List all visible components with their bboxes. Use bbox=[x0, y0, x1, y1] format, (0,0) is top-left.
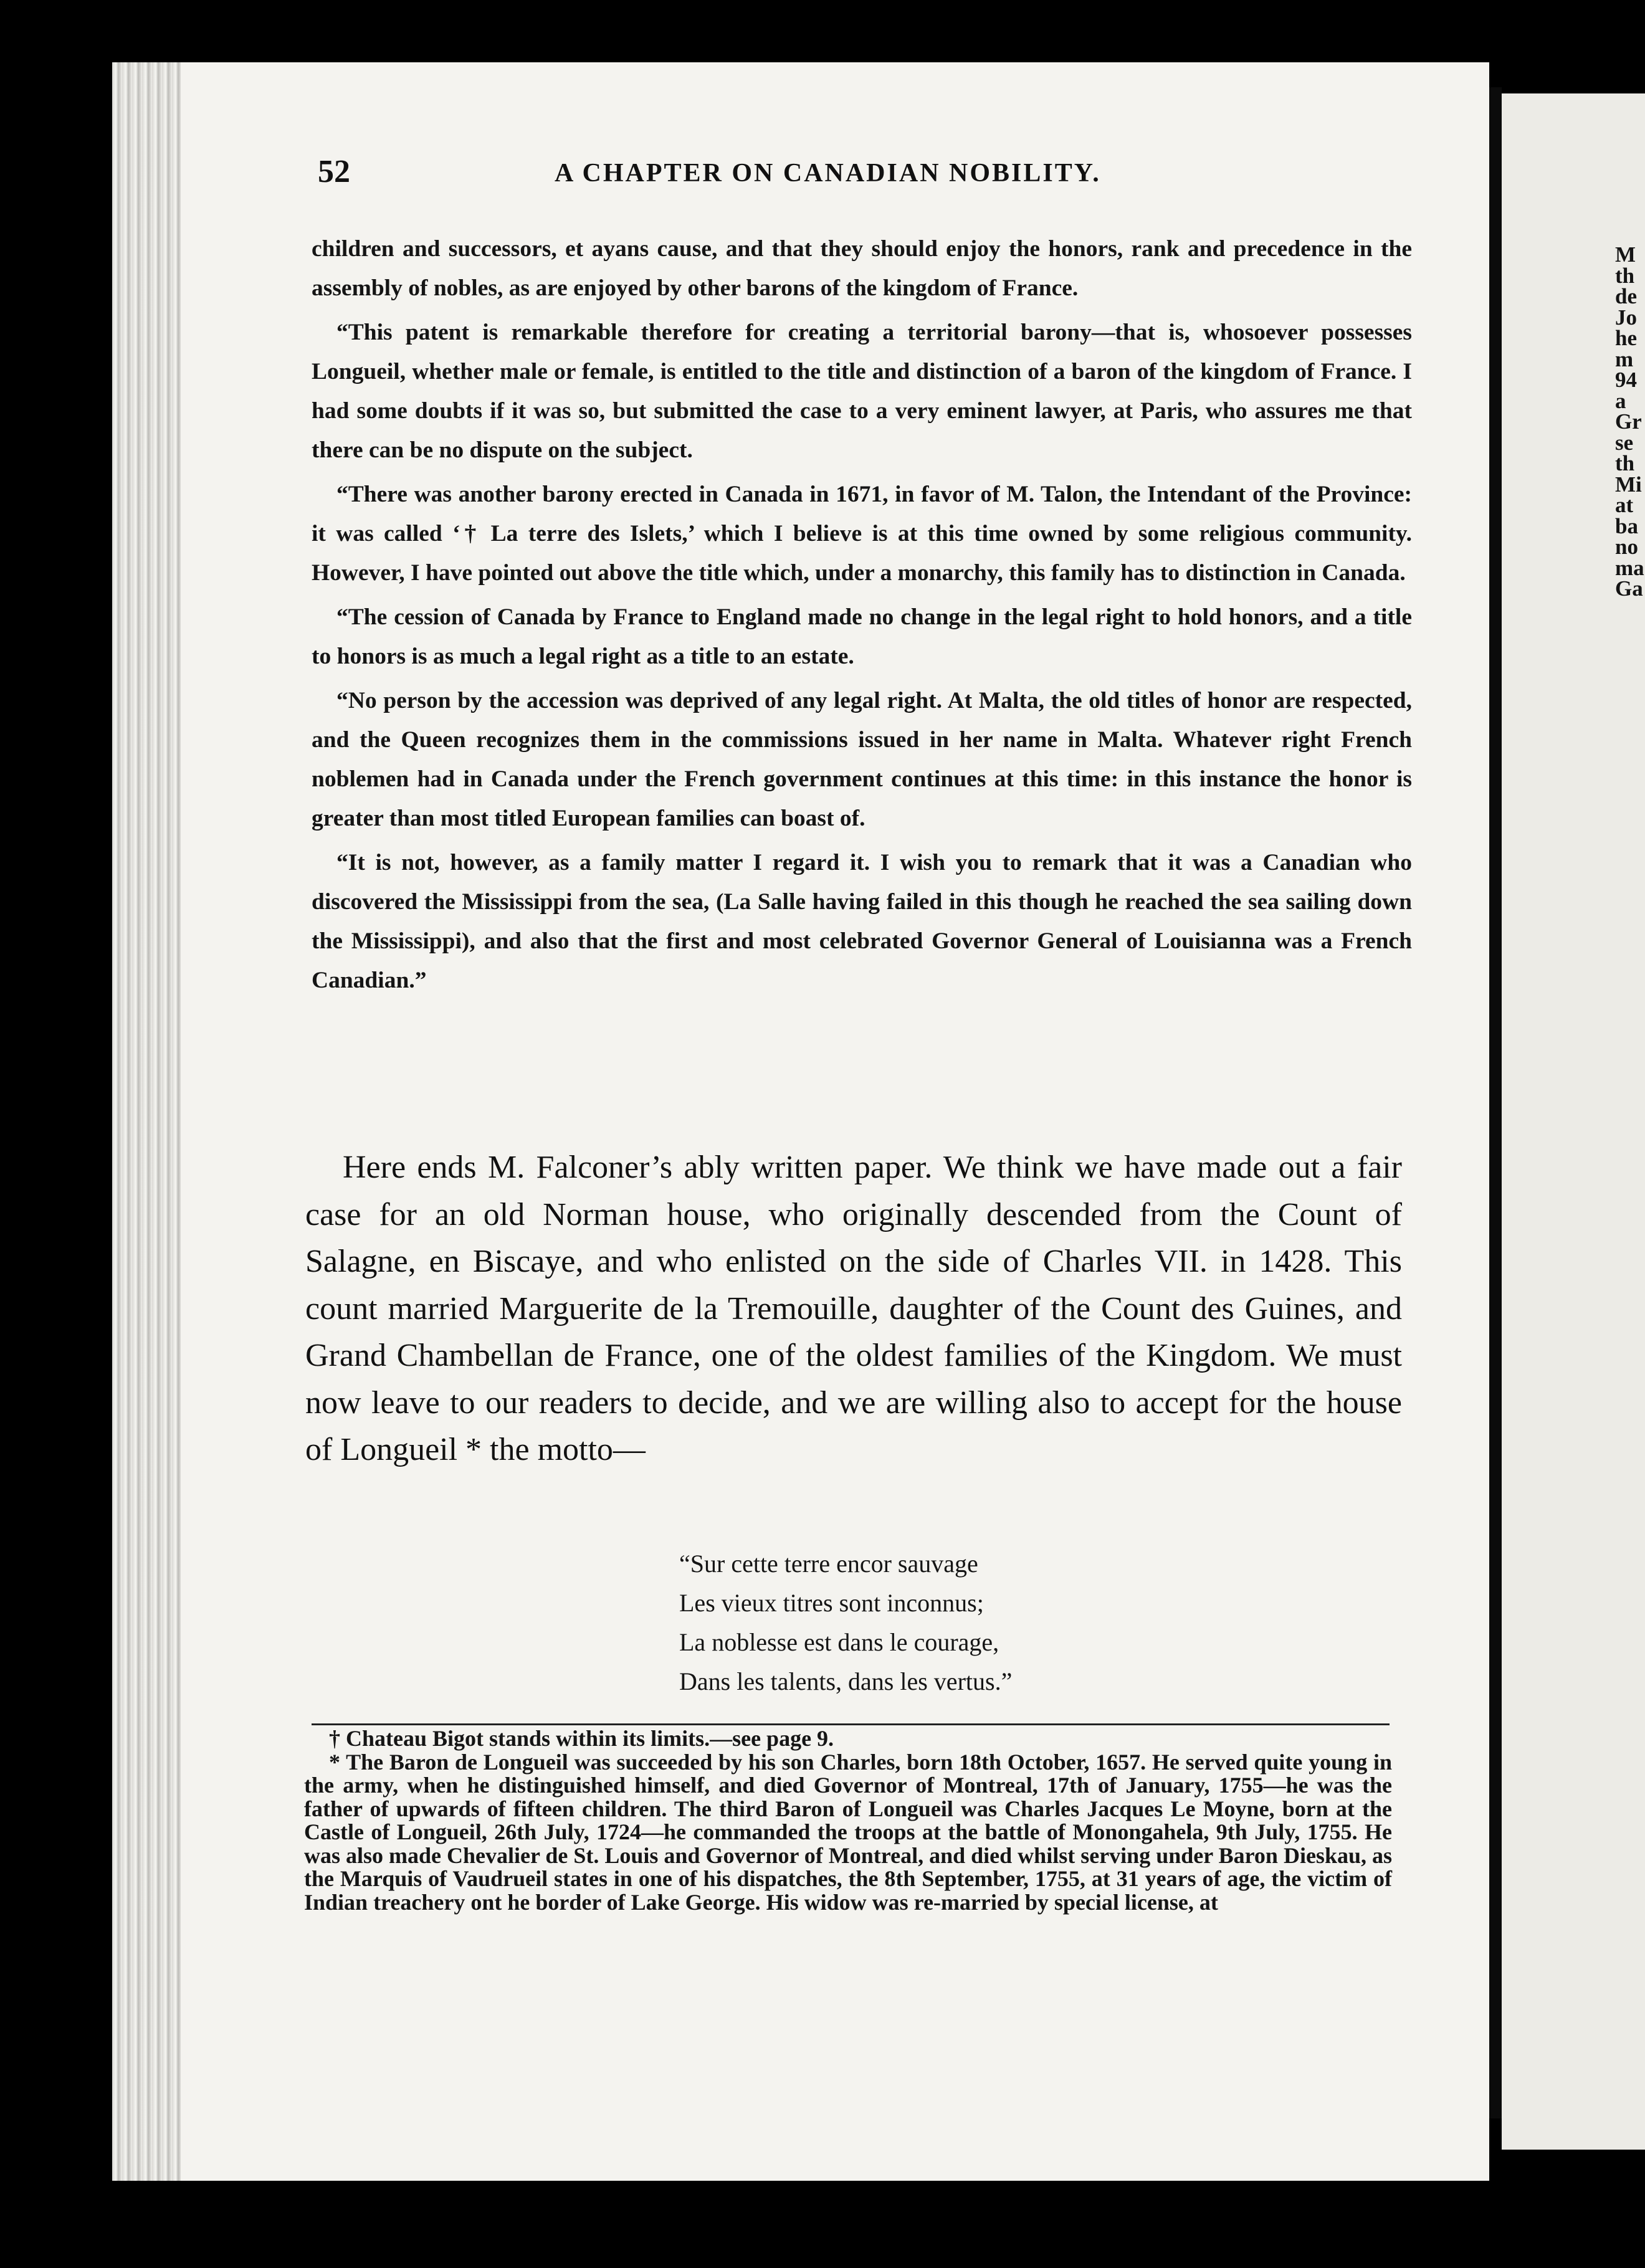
quote-paragraph: “There was another barony erected in Canada in 1671, in favor of M. Talon, the Intendant of the Province: it was called ‘† La terre des Islets,’ which I believe is at this time owned by some religious community. However, I have pointed out above the title which, under a monarchy, this family has to distinction in Canada. bbox=[312, 482, 1412, 586]
poem-line: “Sur cette terre encor sauvage bbox=[679, 1550, 978, 1578]
poem-line: La noblesse est dans le courage, bbox=[679, 1628, 999, 1656]
motto-poem bbox=[679, 1544, 1240, 1701]
quote-paragraph: “It is not, however, as a family matter I regard it. I wish you to remark that it was a Canadian who discovered the Mississippi from the sea, (La Salle having failed in this though he reached the sea sailing down the Mississippi), and also that the first and most celebrated Governor General of Louisianna was a French Canadian.” bbox=[312, 850, 1412, 993]
page-number: 52 bbox=[318, 154, 350, 189]
running-head: A CHAPTER ON CANADIAN NOBILITY. bbox=[555, 159, 1101, 188]
footnote: * The Baron de Longueil was succeeded by his son Charles, born 18th October, 1657. He served quite young in the army, when he distinguished himself, and died Governor of Montreal, 17th of January, 1755—he was the father of upwards of fifteen children. The third Baron of Longueil was Charles Jacques Le Moyne, born at the Castle of Longueil, 26th July, 1724—he commanded the troops at the battle of Monongahela, 9th July, 1755. He was also made Chevalier de St. Louis and Governor of Montreal, and died whilst serving under Baron Dieskau, as the Marquis of Vaudrueil states in one of his dispatches, the 8th September, 1755, at 31 years of age, the victim of Indian treachery ont he border of Lake George. His widow was re-married by special license, at bbox=[304, 1749, 1392, 1915]
footnote: † Chateau Bigot stands within its limits.—see page 9. bbox=[329, 1726, 834, 1751]
quote-paragraph: “This patent is remarkable therefore for creating a territorial barony—that is, whosoever possesses Longueil, whether male or female, is entitled to the title and distinction of a baron of the kingdom of France. I had some doubts if it was so, but submitted the case to a very eminent lawyer, at Paris, who assures me that there can be no dispute on the subject. bbox=[312, 320, 1412, 463]
quote-paragraph: “No person by the accession was deprived of any legal right. At Malta, the old titles of honor are respected, and the Queen recognizes them in the commissions issued in her name in Malta. Whatever right French noblemen had in Canada under the French government continues at this time: in this instance the honor is greater than most titled European families can boast of. bbox=[312, 688, 1412, 831]
quote-paragraph: “The cession of Canada by France to England made no change in the legal right to hold honors, and a title to honors is as much a legal right as a title to an estate. bbox=[312, 604, 1412, 669]
poem-line: Dans les talents, dans les vertus.” bbox=[679, 1667, 1013, 1695]
quoted-letter bbox=[312, 229, 1412, 1005]
footnote-rule bbox=[312, 1723, 1390, 1725]
page-header bbox=[318, 153, 1414, 191]
quote-paragraph: children and successors, et ayans cause, and that they should enjoy the honors, rank and precedence in the assembly of nobles, as are enjoyed by other barons of the kingdom of France. bbox=[312, 236, 1412, 301]
adjacent-page-text: M th de Jo he m 94 a Gr se th Mi at ba no ma Ga bbox=[1615, 242, 1644, 601]
page-edges bbox=[112, 62, 181, 2181]
footnotes bbox=[304, 1727, 1392, 1914]
book-gutter bbox=[1489, 87, 1502, 2118]
main-paragraph: Here ends M. Falconer’s ably written paper. We think we have made out a fair case for an old Norman house, who originally descended from the Count of Salagne, en Biscaye, and who enlisted on the side of Charles VII. in 1428. This count married Marguerite de la Tremouille, daughter of the Count des Guines, and Grand Chambellan de France, one of the oldest families of the Kingdom. We must now leave to our readers to decide, and we are willing also to accept for the house of Longueil * the motto— bbox=[305, 1150, 1402, 1467]
poem-line: Les vieux titres sont inconnus; bbox=[679, 1589, 984, 1617]
